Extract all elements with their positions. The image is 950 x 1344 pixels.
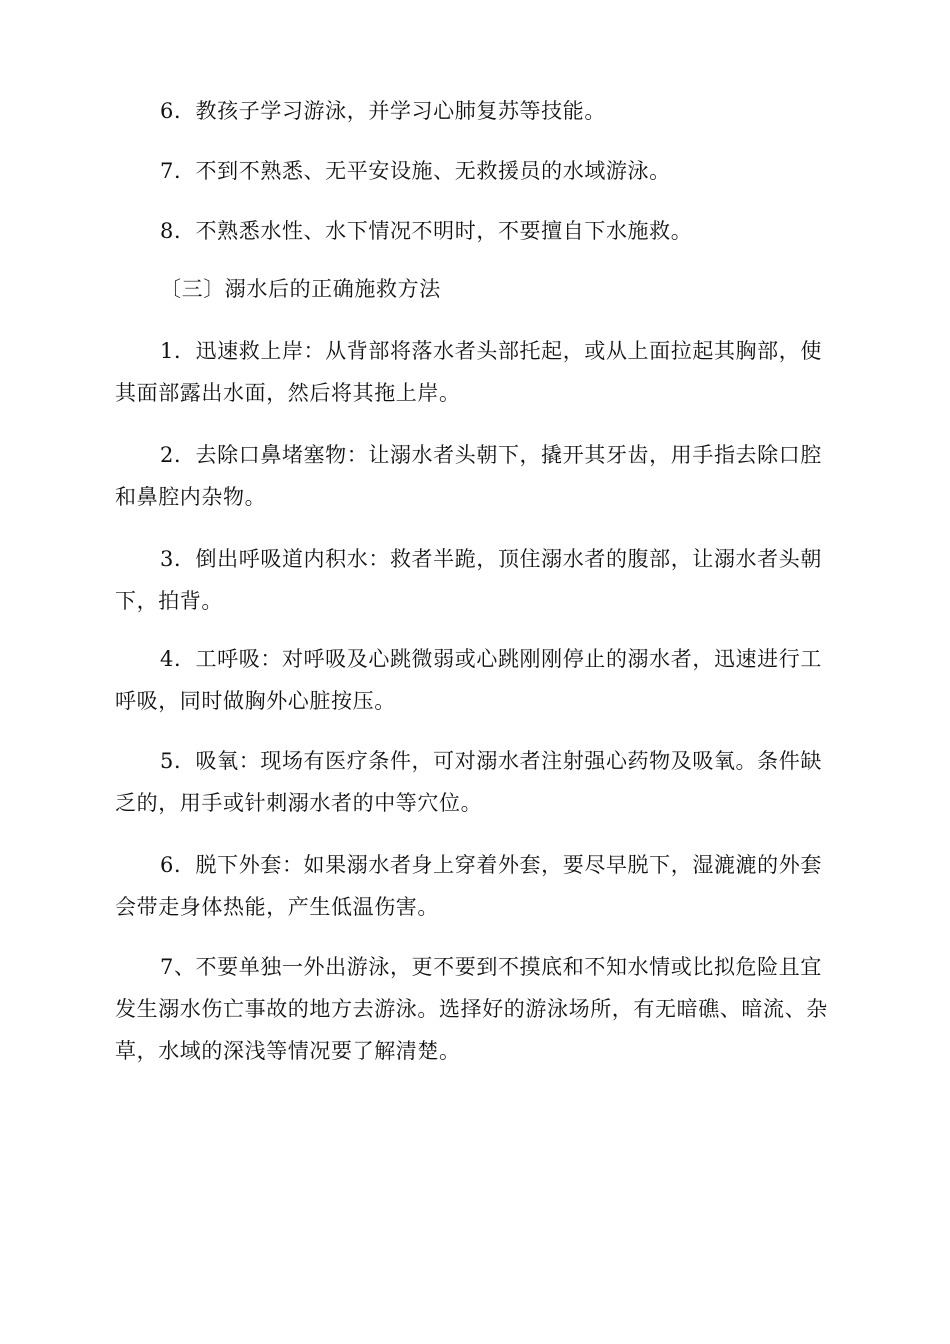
section-heading-rescue-methods: 〔三〕溺水后的正确施救方法 <box>160 277 441 301</box>
paragraph-step-6-remove-coat: 6．脱下外套：如果溺水者身上穿着外套，要尽早脱下，湿漉漉的外套会带走身体热能，产生低温伤害。 <box>115 853 822 919</box>
paragraph-item-7-swim-safely: 7、不要单独一外出游泳，更不要到不摸底和不知水情或比拟危险且宜发生溺水伤亡事故的地方去游泳。选择好的游泳场所，有无暗礁、暗流、杂草，水域的深浅等情况要了解清楚。 <box>115 955 828 1063</box>
paragraph-step-1-rescue-ashore: 1．迅速救上岸：从背部将落水者头部托起，或从上面拉起其胸部，使其面部露出水面，然后将其拖上岸。 <box>115 339 822 405</box>
paragraph-item-8-no-rash-rescue: 8．不熟悉水性、水下情况不明时，不要擅自下水施救。 <box>160 219 693 243</box>
paragraph-step-3-drain-water: 3．倒出呼吸道内积水：救者半跪，顶住溺水者的腹部，让溺水者头朝下，拍背。 <box>115 547 822 613</box>
paragraph-step-5-oxygen: 5．吸氧：现场有医疗条件，可对溺水者注射强心药物及吸氧。条件缺乏的，用手或针刺溺水者的中等穴位。 <box>115 749 822 815</box>
paragraph-step-4-respiration: 4．工呼吸：对呼吸及心跳微弱或心跳刚刚停止的溺水者，迅速进行工呼吸，同时做胸外心脏按压。 <box>115 647 822 713</box>
paragraph-step-2-clear-airway: 2．去除口鼻堵塞物：让溺水者头朝下，撬开其牙齿，用手指去除口腔和鼻腔内杂物。 <box>115 443 822 509</box>
paragraph-item-6-teach-swimming: 6．教孩子学习游泳，并学习心肺复苏等技能。 <box>160 99 606 123</box>
paragraph-item-7-unfamiliar-waters: 7．不到不熟悉、无平安设施、无救援员的水域游泳。 <box>160 159 671 183</box>
